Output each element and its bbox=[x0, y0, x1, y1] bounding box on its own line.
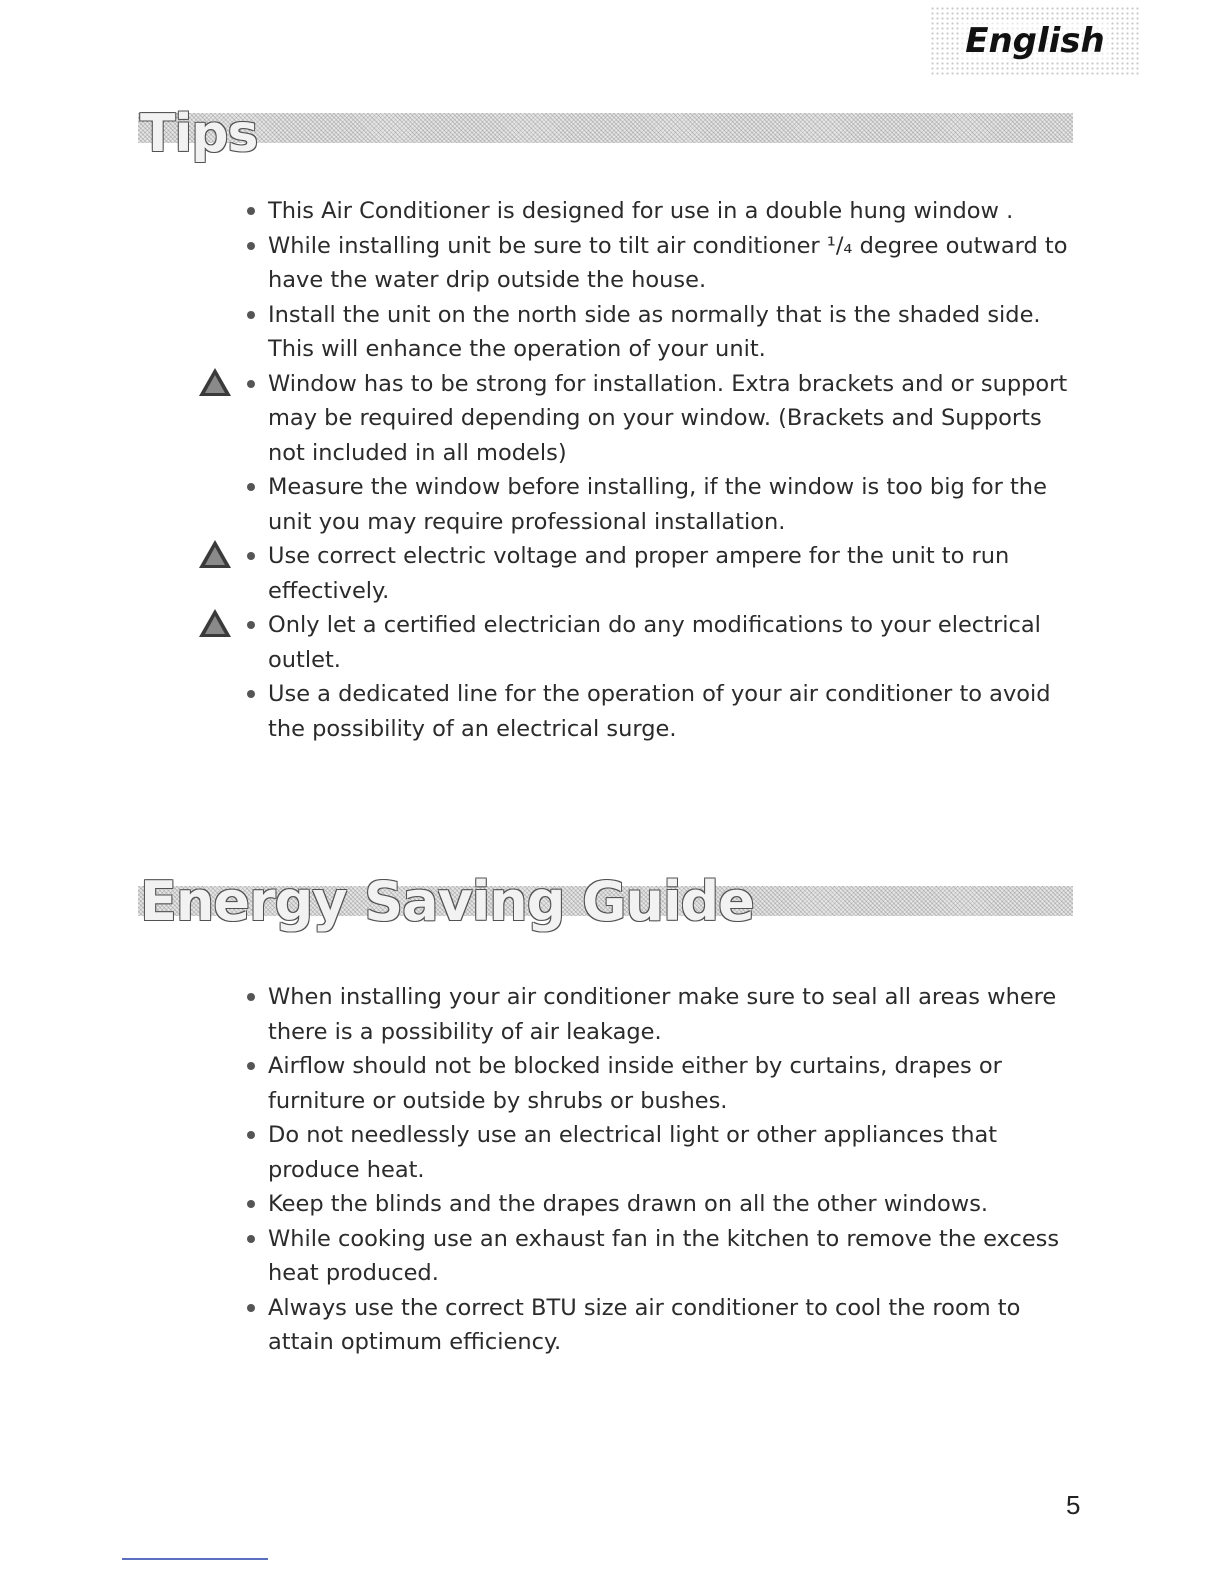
warning-triangle-icon bbox=[198, 539, 232, 569]
bullet-dot-icon bbox=[247, 207, 255, 215]
bullet-dot-icon bbox=[247, 1131, 255, 1139]
tips-item bbox=[240, 608, 1070, 677]
bullet-dot-icon bbox=[247, 242, 255, 250]
energy-item-text: While cooking use an exhaust fan in the kitchen to remove the excess heat produced. bbox=[268, 1225, 1060, 1286]
tips-item bbox=[240, 229, 1070, 298]
tips-item bbox=[240, 677, 1070, 746]
energy-list bbox=[240, 980, 1070, 1360]
tips-item-text: Install the unit on the north side as normally that is the shaded side. This will enhance the operation of your unit. bbox=[268, 301, 1041, 362]
tips-item-text: Use correct electric voltage and proper ampere for the unit to run effectively. bbox=[268, 543, 1010, 604]
bullet-dot-icon bbox=[247, 483, 255, 491]
energy-item bbox=[240, 1222, 1070, 1291]
energy-item-text: When installing your air conditioner make sure to seal all areas where there is a possibility of air leakage. bbox=[268, 984, 1057, 1045]
tips-item bbox=[240, 470, 1070, 539]
tips-title: Tips bbox=[140, 104, 258, 164]
warning-triangle-icon bbox=[198, 608, 232, 638]
bullet-dot-icon bbox=[247, 1062, 255, 1070]
bullet-dot-icon bbox=[247, 993, 255, 1001]
bullet-dot-icon bbox=[247, 1304, 255, 1312]
warning-triangle-icon bbox=[198, 367, 232, 397]
bullet-dot-icon bbox=[247, 621, 255, 629]
tips-item-text: Measure the window before installing, if the window is too big for the unit you may require professional installation. bbox=[268, 474, 1047, 535]
tips-item-text: This Air Conditioner is designed for use in a double hung window . bbox=[268, 198, 1014, 224]
tips-item-text: While installing unit be sure to tilt air conditioner ¹/₄ degree outward to have the water drip outside the house. bbox=[268, 232, 1068, 293]
energy-item bbox=[240, 1049, 1070, 1118]
bullet-dot-icon bbox=[247, 1235, 255, 1243]
bullet-dot-icon bbox=[247, 1200, 255, 1208]
tips-item bbox=[240, 194, 1070, 229]
tips-item-text: Use a dedicated line for the operation of your air conditioner to avoid the possibility of an electrical surge. bbox=[268, 681, 1051, 742]
energy-item bbox=[240, 1187, 1070, 1222]
tips-item-text: Only let a certified electrician do any modifications to your electrical outlet. bbox=[268, 612, 1041, 673]
tips-list bbox=[240, 194, 1070, 746]
bullet-dot-icon bbox=[247, 380, 255, 388]
energy-item-text: Always use the correct BTU size air conditioner to cool the room to attain optimum efficiency. bbox=[268, 1294, 1021, 1355]
tips-header-band bbox=[138, 113, 1073, 143]
energy-item-text: Do not needlessly use an electrical light or other appliances that produce heat. bbox=[268, 1122, 998, 1183]
language-tag bbox=[930, 6, 1140, 76]
energy-item bbox=[240, 1118, 1070, 1187]
language-label: English bbox=[961, 21, 1109, 61]
tips-item bbox=[240, 539, 1070, 608]
footer-rule bbox=[122, 1558, 268, 1560]
bullet-dot-icon bbox=[247, 690, 255, 698]
page-number: 5 bbox=[1066, 1490, 1081, 1520]
tips-item bbox=[240, 367, 1070, 471]
bullet-dot-icon bbox=[247, 552, 255, 560]
energy-item-text: Airflow should not be blocked inside either by curtains, drapes or furniture or outside by shrubs or bushes. bbox=[268, 1053, 1002, 1114]
bullet-dot-icon bbox=[247, 311, 255, 319]
energy-title: Energy Saving Guide bbox=[140, 870, 754, 933]
energy-item bbox=[240, 980, 1070, 1049]
energy-item bbox=[240, 1291, 1070, 1360]
tips-item-text: Window has to be strong for installation. Extra brackets and or support may be required depending on your window. (Brackets and Supports not included in all models) bbox=[268, 370, 1068, 466]
energy-item-text: Keep the blinds and the drapes drawn on all the other windows. bbox=[268, 1191, 989, 1217]
tips-item bbox=[240, 298, 1070, 367]
